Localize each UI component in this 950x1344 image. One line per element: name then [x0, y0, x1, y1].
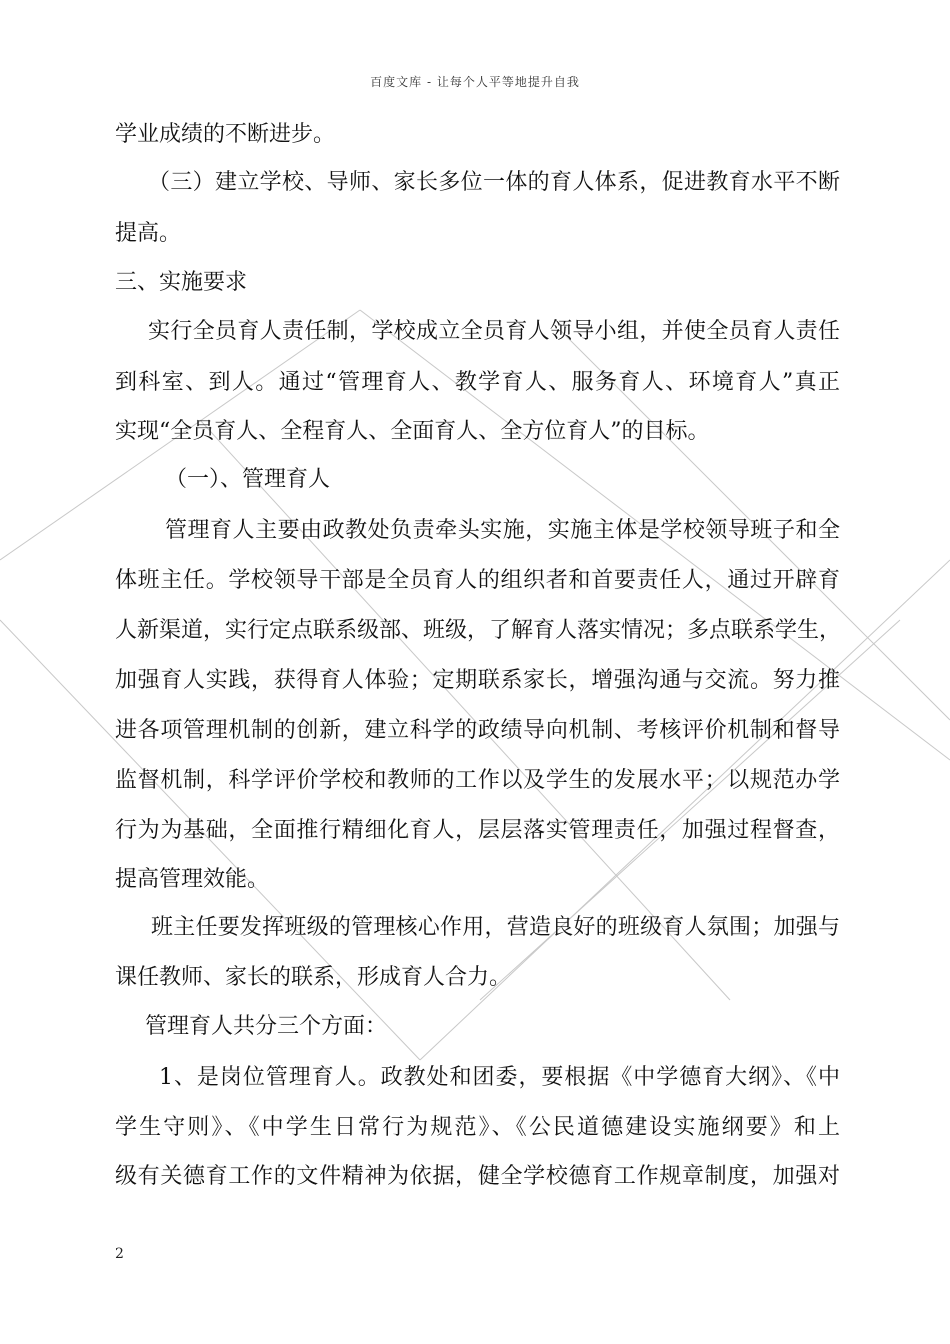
text-line: 到科室、到人。通过“管理育人、教学育人、服务育人、环境育人”真正 — [115, 370, 840, 395]
text-line: 课任教师、家长的联系，形成育人合力。 — [115, 965, 512, 990]
text-line: 加强育人实践，获得育人体验；定期联系家长，增强沟通与交流。努力推 — [115, 668, 840, 693]
section-heading: 三、实施要求 — [115, 270, 248, 295]
text-line: 进各项管理机制的创新，建立科学的政绩导向机制、考核评价机制和督导 — [115, 718, 840, 743]
text-line: 管理育人主要由政教处负责牵头实施，实施主体是学校领导班子和全 — [165, 518, 840, 543]
text-line: 级有关德育工作的文件精神为依据，健全学校德育工作规章制度，加强对 — [115, 1164, 840, 1189]
text-line: （三）建立学校、导师、家长多位一体的育人体系，促进教育水平不断 — [148, 170, 840, 195]
text-line: 班主任要发挥班级的管理核心作用，营造良好的班级育人氛围；加强与 — [151, 915, 840, 940]
text-line: 1、是岗位管理育人。政教处和团委，要根据《中学德育大纲》、《中 — [159, 1065, 840, 1090]
page-number: 2 — [115, 1246, 124, 1262]
text-line: 学业成绩的不断进步。 — [115, 122, 336, 147]
text-line: 行为为基础，全面推行精细化育人，层层落实管理责任，加强过程督查， — [115, 818, 840, 843]
text-line: 实现“全员育人、全程育人、全面育人、全方位育人”的目标。 — [115, 419, 710, 444]
text-line: 实行全员育人责任制，学校成立全员育人领导小组，并使全员育人责任 — [148, 319, 840, 344]
text-line: 体班主任。学校领导干部是全员育人的组织者和首要责任人，通过开辟育 — [115, 568, 840, 593]
subsection-heading: （一）、管理育人 — [165, 467, 331, 492]
document-header: 百度文库 - 让每个人平等地提升自我 — [370, 75, 580, 89]
text-line: 人新渠道，实行定点联系级部、班级，了解育人落实情况；多点联系学生， — [115, 618, 842, 643]
text-line: 提高。 — [115, 221, 182, 246]
text-line: 监督机制，科学评价学校和教师的工作以及学生的发展水平；以规范办学 — [115, 768, 840, 793]
text-line: 管理育人共分三个方面： — [145, 1014, 388, 1039]
text-line: 提高管理效能。 — [115, 867, 270, 892]
text-line: 学生守则》、《中学生日常行为规范》、《公民道德建设实施纲要》和上 — [115, 1115, 840, 1140]
